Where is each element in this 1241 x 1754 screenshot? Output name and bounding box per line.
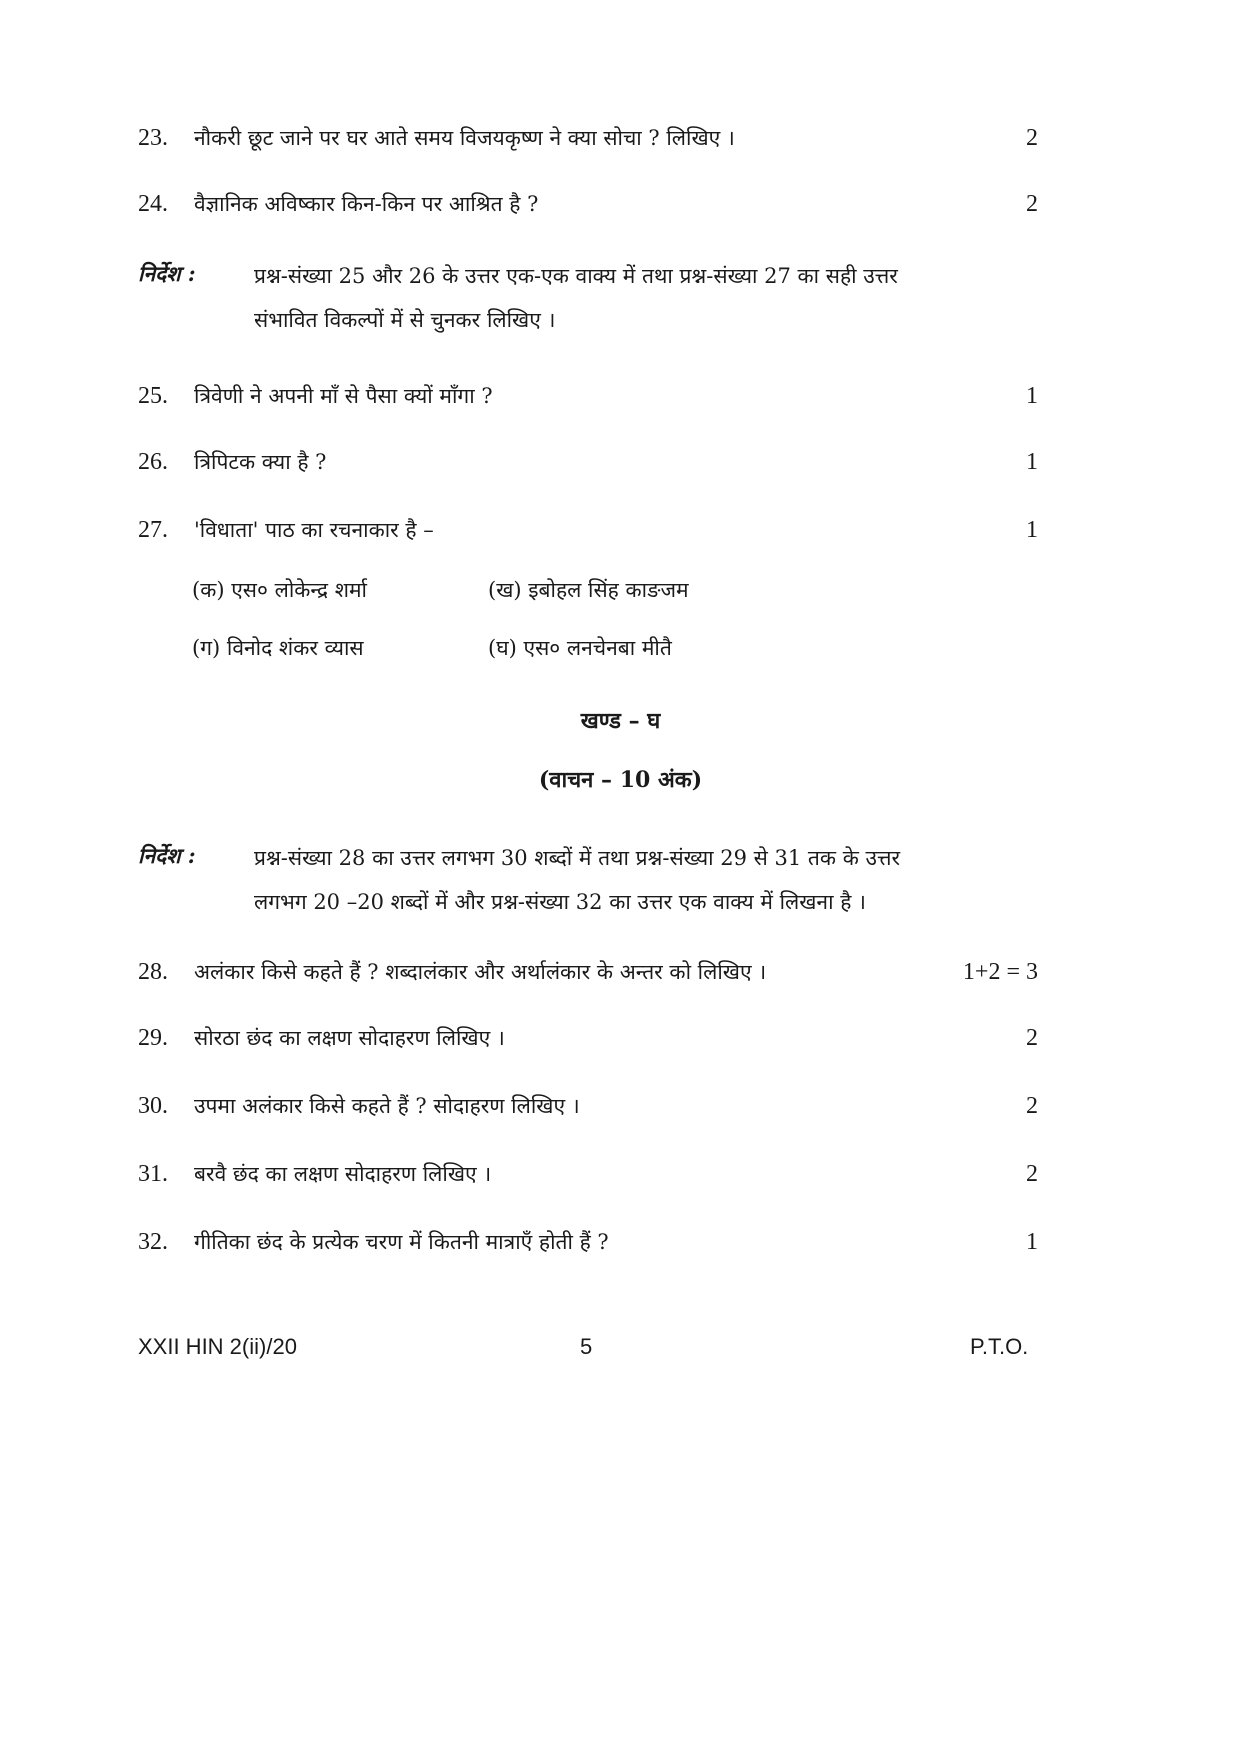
section-title: खण्ड – घ xyxy=(580,708,661,734)
instruction-line-1: प्रश्न-संख्या 25 और 26 के उत्तर एक-एक वाक्य में तथा प्रश्न-संख्या 27 का सही उत्तर xyxy=(254,264,898,288)
instruction-body xyxy=(254,836,1050,924)
question-marks: 2 xyxy=(1026,1093,1038,1119)
question-marks: 1 xyxy=(1026,383,1038,409)
instruction-block-2 xyxy=(138,836,1050,928)
question-number: 24. xyxy=(138,191,168,217)
question-28 xyxy=(138,950,1038,994)
question-text: त्रिवेणी ने अपनी माँ से पैसा क्यों माँगा ? xyxy=(194,384,493,408)
section-subtitle: (वाचन – 10 अंक) xyxy=(538,767,703,793)
option-d: (घ) एस० लनचेनबा मीतै xyxy=(488,636,672,660)
question-text: सोरठा छंद का लक्षण सोदाहरण लिखिए । xyxy=(194,1026,505,1050)
question-23 xyxy=(138,116,1038,160)
question-number: 26. xyxy=(138,449,168,475)
question-text: गीतिका छंद के प्रत्येक चरण में कितनी मात्राएँ होती हैं ? xyxy=(194,1230,609,1254)
question-number: 25. xyxy=(138,383,168,409)
question-text: उपमा अलंकार किसे कहते हैं ? सोदाहरण लिखिए । xyxy=(194,1094,580,1118)
question-27 xyxy=(138,508,1038,552)
instruction-line-2: संभावित विकल्पों में से चुनकर लिखिए । xyxy=(254,308,556,332)
instruction-line-1: प्रश्न-संख्या 28 का उत्तर लगभग 30 शब्दों में तथा प्रश्न-संख्या 29 से 31 तक के उत्तर xyxy=(254,846,901,870)
question-25 xyxy=(138,374,1038,418)
page-number: 5 xyxy=(580,1334,593,1359)
question-32 xyxy=(138,1220,1038,1264)
question-27-options xyxy=(192,568,792,668)
instruction-label: निर्देश : xyxy=(138,261,196,286)
question-text: नौकरी छूट जाने पर घर आते समय विजयकृष्ण ने क्या सोचा ? लिखिए । xyxy=(194,126,735,150)
question-marks: 1 xyxy=(1026,517,1038,543)
question-marks: 2 xyxy=(1026,1025,1038,1051)
question-marks: 1+2 = 3 xyxy=(962,959,1038,985)
question-number: 30. xyxy=(138,1093,168,1119)
question-31 xyxy=(138,1152,1038,1196)
instruction-block-1 xyxy=(138,254,1050,346)
question-text: वैज्ञानिक अविष्कार किन-किन पर आश्रित है ? xyxy=(194,192,539,216)
question-marks: 1 xyxy=(1026,449,1038,475)
pto-label: P.T.O. xyxy=(970,1334,1029,1359)
question-number: 32. xyxy=(138,1229,168,1255)
question-number: 23. xyxy=(138,125,168,151)
question-number: 31. xyxy=(138,1161,168,1187)
question-marks: 1 xyxy=(1026,1229,1038,1255)
question-number: 29. xyxy=(138,1025,168,1051)
option-b: (ख) इबोहल सिंह काङजम xyxy=(488,578,689,602)
question-number: 27. xyxy=(138,517,168,543)
option-c: (ग) विनोद शंकर व्यास xyxy=(192,636,364,660)
paper-code: XXII HIN 2(ii)/20 xyxy=(138,1334,297,1359)
option-a: (क) एस० लोकेन्द्र शर्मा xyxy=(192,578,367,602)
instruction-line-2: लगभग 20 –20 शब्दों में और प्रश्न-संख्या 32 का उत्तर एक वाक्य में लिखना है । xyxy=(254,890,866,914)
instruction-body xyxy=(254,254,1050,342)
question-30 xyxy=(138,1084,1038,1128)
question-26 xyxy=(138,440,1038,484)
question-text: त्रिपिटक क्या है ? xyxy=(194,450,327,474)
question-marks: 2 xyxy=(1026,125,1038,151)
question-text: बरवै छंद का लक्षण सोदाहरण लिखिए । xyxy=(194,1162,492,1186)
question-text: अलंकार किसे कहते हैं ? शब्दालंकार और अर्थालंकार के अन्तर को लिखिए । xyxy=(194,960,767,984)
question-marks: 2 xyxy=(1026,191,1038,217)
question-marks: 2 xyxy=(1026,1161,1038,1187)
question-29 xyxy=(138,1016,1038,1060)
question-number: 28. xyxy=(138,959,168,985)
question-text: 'विधाता' पाठ का रचनाकार है – xyxy=(194,518,434,542)
instruction-label: निर्देश : xyxy=(138,843,196,868)
question-24 xyxy=(138,182,1038,226)
